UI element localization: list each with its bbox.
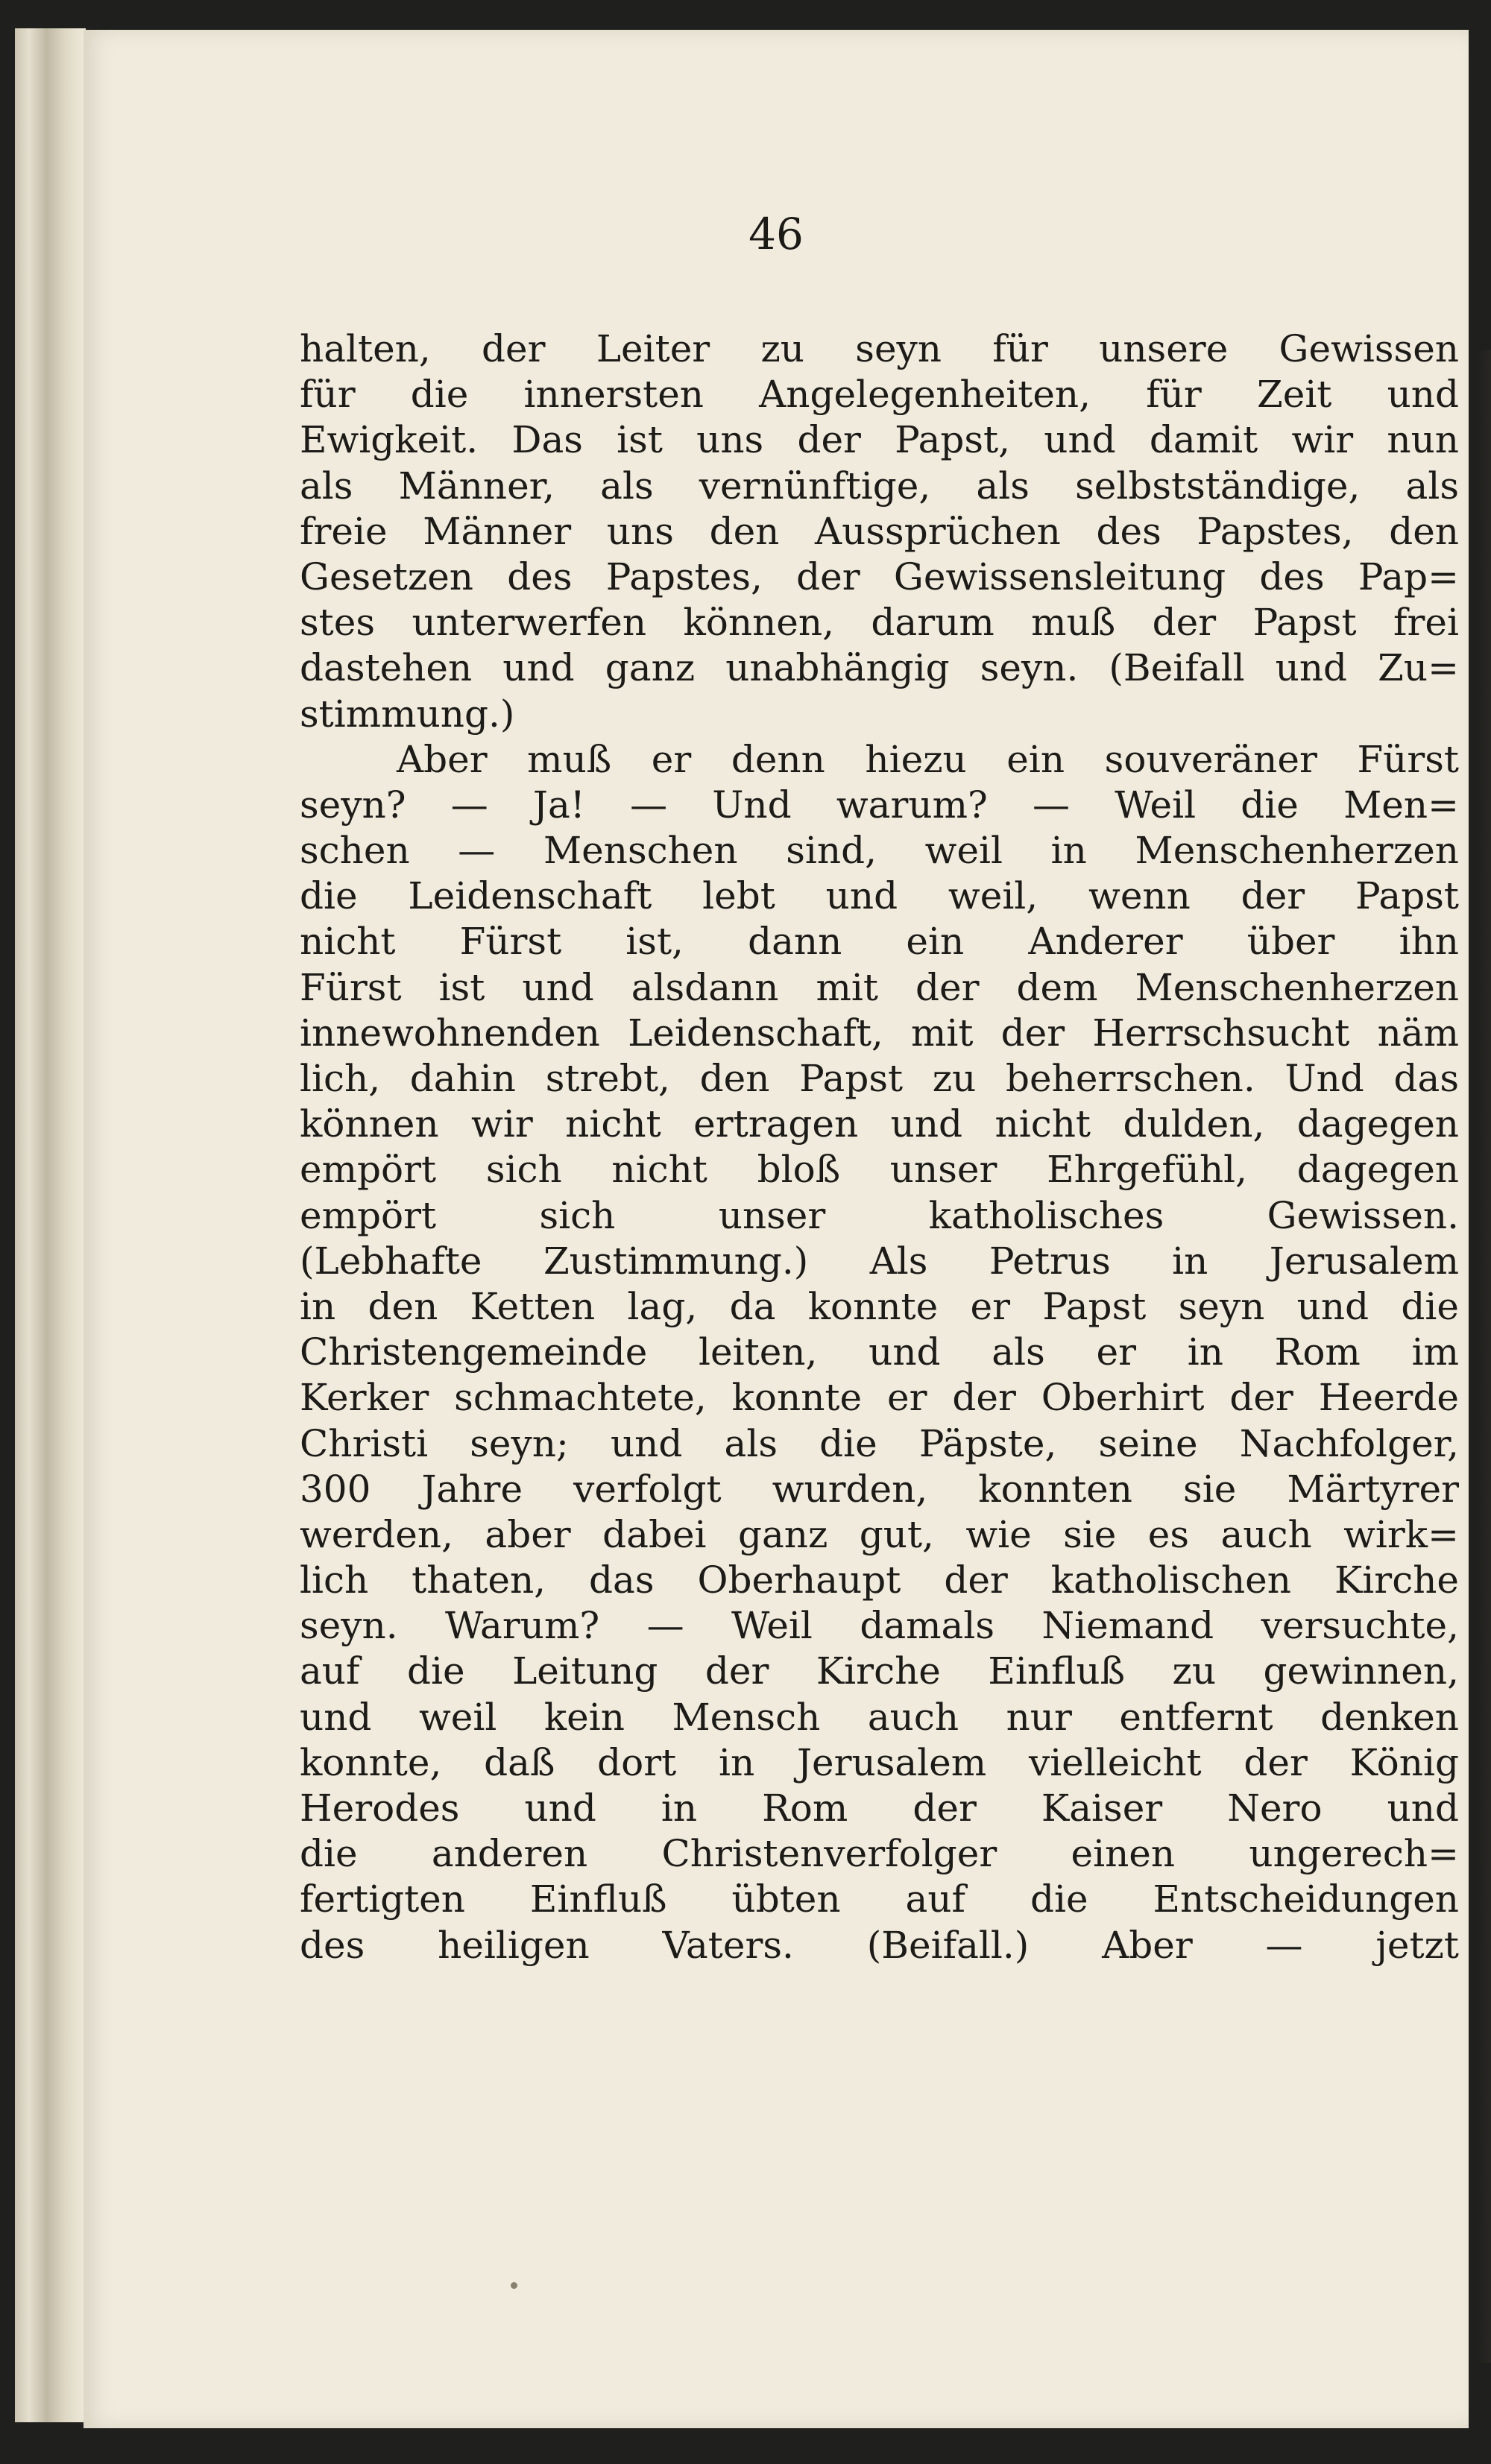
book-page [83, 30, 1469, 2428]
text-line: in den Ketten lag, da konnte er Papst seyn und die [300, 1284, 1459, 1328]
text-line: dastehen und ganz unabhängig seyn. (Beifall und Zu= [300, 646, 1459, 690]
text-line: die anderen Christenverfolger einen ungerech= [300, 1832, 1459, 1876]
text-line: Aber muß er denn hiezu ein souveräner Fürst [397, 737, 1459, 781]
text-line: Herodes und in Rom der Kaiser Nero und [300, 1787, 1459, 1830]
text-line: seyn. Warum? — Weil damals Niemand versuchte, [300, 1604, 1459, 1648]
text-line: fertigten Einfluß übten auf die Entscheidungen [300, 1877, 1459, 1921]
text-line: Christi seyn; und als die Päpste, seine Nachfolger, [300, 1421, 1459, 1465]
text-line: innewohnenden Leidenschaft, mit der Herrschsucht näm [300, 1011, 1459, 1055]
text-line: schen — Menschen sind, weil in Menschenherzen [300, 829, 1459, 873]
text-line: Christengemeinde leiten, und als er in Rom im [300, 1330, 1459, 1374]
text-line: konnte, daß dort in Jerusalem vielleicht der König [300, 1740, 1459, 1784]
text-line: freie Männer uns den Aussprüchen des Papstes, den [300, 509, 1459, 553]
text-line: Gesetzen des Papstes, der Gewissensleitung des Pap= [300, 555, 1459, 598]
text-line: seyn? — Ja! — Und warum? — Weil die Men= [300, 783, 1459, 827]
text-line: stimmung.) [300, 692, 515, 736]
text-line: halten, der Leiter zu seyn für unsere Gewissen [300, 327, 1459, 370]
text-line: lich thaten, das Oberhaupt der katholischen Kirche [300, 1558, 1459, 1602]
text-line: Fürst ist und alsdann mit der dem Menschenherzen [300, 965, 1459, 1009]
text-line: 300 Jahre verfolgt wurden, konnten sie Märtyrer [300, 1467, 1459, 1511]
text-line: auf die Leitung der Kirche Einfluß zu gewinnen, [300, 1649, 1459, 1693]
text-line: des heiligen Vaters. (Beifall.) Aber — jetzt [300, 1923, 1459, 1967]
body-text [300, 326, 1459, 1968]
text-line: können wir nicht ertragen und nicht dulden, dagegen [300, 1102, 1459, 1146]
text-line: für die innersten Angelegenheiten, für Zeit und [300, 373, 1459, 417]
book-spine-edge [15, 28, 86, 2422]
bleed-through-shadow [1478, 350, 1491, 2363]
text-line: stes unterwerfen können, darum muß der Papst frei [300, 601, 1459, 645]
text-line: und weil kein Mensch auch nur entfernt denken [300, 1695, 1459, 1739]
text-line: empört sich nicht bloß unser Ehrgefühl, dagegen [300, 1148, 1459, 1192]
text-line: nicht Fürst ist, dann ein Anderer über ihn [300, 920, 1459, 964]
text-line: werden, aber dabei ganz gut, wie sie es auch wirk= [300, 1512, 1459, 1556]
text-line: Ewigkeit. Das ist uns der Papst, und damit wir nun [300, 418, 1459, 462]
text-line: die Leidenschaft lebt und weil, wenn der Papst [300, 874, 1459, 918]
text-line: als Männer, als vernünftige, als selbstständige, als [300, 464, 1459, 508]
text-line: empört sich unser katholisches Gewissen. [300, 1193, 1459, 1237]
text-line: lich, dahin strebt, den Papst zu beherrschen. Und das [300, 1057, 1459, 1100]
ink-speck [511, 2282, 517, 2289]
text-line: Kerker schmachtete, konnte er der Oberhirt der Heerde [300, 1376, 1459, 1420]
page-number: 46 [748, 209, 804, 259]
text-line: (Lebhafte Zustimmung.) Als Petrus in Jerusalem [300, 1239, 1459, 1283]
